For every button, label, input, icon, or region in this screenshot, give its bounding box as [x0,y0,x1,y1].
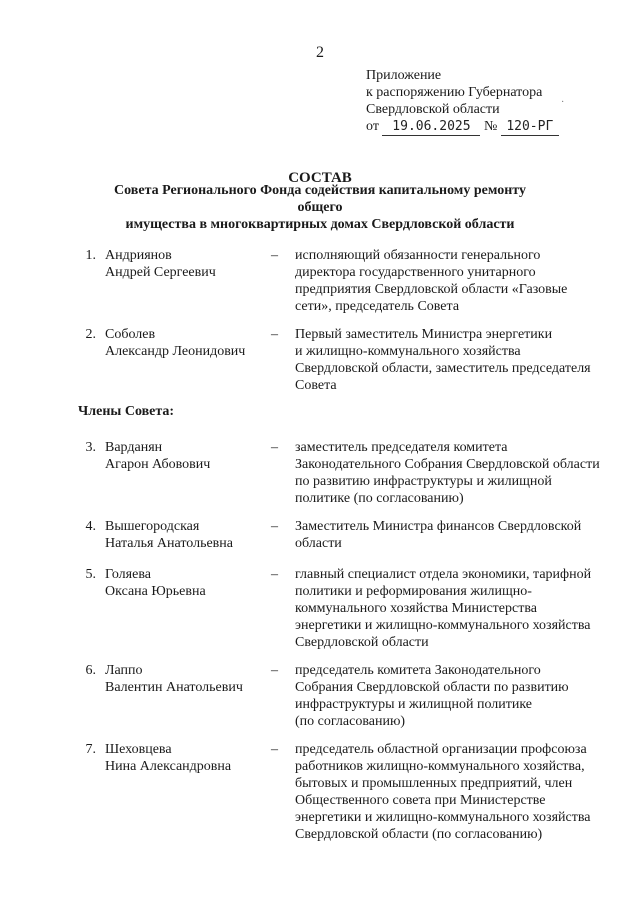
from-label: от [366,119,379,134]
appendix-block [366,67,559,136]
member-position [295,518,610,552]
entry-number: 6. [85,663,96,678]
position-line: Собрания Свердловской области по развитию [295,680,569,695]
entry-dash: – [271,327,278,342]
position-line: инфраструктуры и жилищной политике [295,697,533,712]
member-given-name: Наталья Анатольевна [105,536,234,551]
member-given-name: Александр Леонидович [105,344,246,359]
position-line: Свердловской области, заместитель председателя [295,361,591,376]
position-line: коммунального хозяйства Министерства [295,601,537,616]
member-surname: Голяева [105,567,151,582]
member-name [105,741,275,775]
position-line: главный специалист отдела экономики, тарифной [295,567,592,582]
entry-number: 3. [85,440,96,455]
member-given-name: Валентин Анатольевич [105,680,243,695]
entry-dash: – [271,248,278,263]
document-subtitle [92,182,548,233]
position-line: директора государственного унитарного [295,265,536,280]
position-line: области [295,536,342,551]
position-line: Заместитель Министра финансов Свердловской [295,519,582,534]
position-line: Законодательного Собрания Свердловской области [295,457,600,472]
entry-number: 2. [85,327,96,342]
page-number: 2 [316,44,324,61]
member-surname: Лаппо [105,663,143,678]
member-name [105,662,275,696]
document-number: 120-РГ [501,118,559,136]
entry-number: 7. [85,742,96,757]
appendix-line-1: Приложение [366,68,442,83]
member-name [105,326,275,360]
member-given-name: Оксана Юрьевна [105,584,206,599]
position-line: Свердловской области (по согласованию) [295,827,543,842]
position-line: сети», председатель Совета [295,299,460,314]
position-line: председатель комитета Законодательного [295,663,541,678]
position-line: Общественного совета при Министерстве [295,793,546,808]
position-line: заместитель председателя комитета [295,440,508,455]
member-surname: Андриянов [105,248,172,263]
entry-dash: – [271,742,278,757]
position-line: по развитию инфраструктуры и жилищной [295,474,552,489]
members-section-heading: Члены Совета: [78,404,175,419]
position-line: Первый заместитель Министра энергетики [295,327,553,342]
position-line: (по согласованию) [295,714,406,729]
member-name [105,439,275,473]
document-title: СОСТАВ [288,170,352,186]
scan-speck-mark: · [561,97,565,108]
member-position [295,741,610,843]
member-surname: Соболев [105,327,156,342]
member-position [295,439,610,507]
position-line: Совета [295,378,337,393]
appendix-line-2: к распоряжению Губернатора [366,85,543,100]
position-line: работников жилищно-коммунального хозяйства, [295,759,585,774]
entry-dash: – [271,519,278,534]
position-line: исполняющий обязанности генерального [295,248,541,263]
member-name [105,566,275,600]
position-line: и жилищно-коммунального хозяйства [295,344,521,359]
position-line: энергетики и жилищно-коммунального хозяйства [295,810,591,825]
document-date: 19.06.2025 [382,118,480,136]
member-position [295,566,610,651]
member-surname: Шеховцева [105,742,172,757]
member-surname: Варданян [105,440,163,455]
position-line: бытовых и промышленных предприятий, член [295,776,573,791]
member-given-name: Нина Александровна [105,759,232,774]
entry-dash: – [271,440,278,455]
position-line: энергетики и жилищно-коммунального хозяйства [295,618,591,633]
appendix-line-3: Свердловской области [366,102,500,117]
member-name [105,247,275,281]
member-position [295,662,610,730]
member-given-name: Агарон Абовович [105,457,211,472]
position-line: предприятия Свердловской области «Газовые [295,282,568,297]
member-position [295,247,610,315]
member-given-name: Андрей Сергеевич [105,265,216,280]
entry-number: 4. [85,519,96,534]
appendix-date-number-line [366,118,559,136]
position-line: председатель областной организации профсоюза [295,742,587,757]
member-surname: Вышегородская [105,519,200,534]
entry-number: 1. [85,248,96,263]
entry-number: 5. [85,567,96,582]
entry-dash: – [271,663,278,678]
position-line: политике (по согласованию) [295,491,464,506]
member-name [105,518,275,552]
subtitle-line-2: имущества в многоквартирных домах Свердловской области [125,217,515,232]
subtitle-line-1: Совета Регионального Фонда содействия капитальному ремонту общего [114,183,526,215]
position-line: Свердловской области [295,635,429,650]
entry-dash: – [271,567,278,582]
member-position [295,326,610,394]
number-label: № [483,119,498,134]
position-line: политики и реформирования жилищно- [295,584,532,599]
